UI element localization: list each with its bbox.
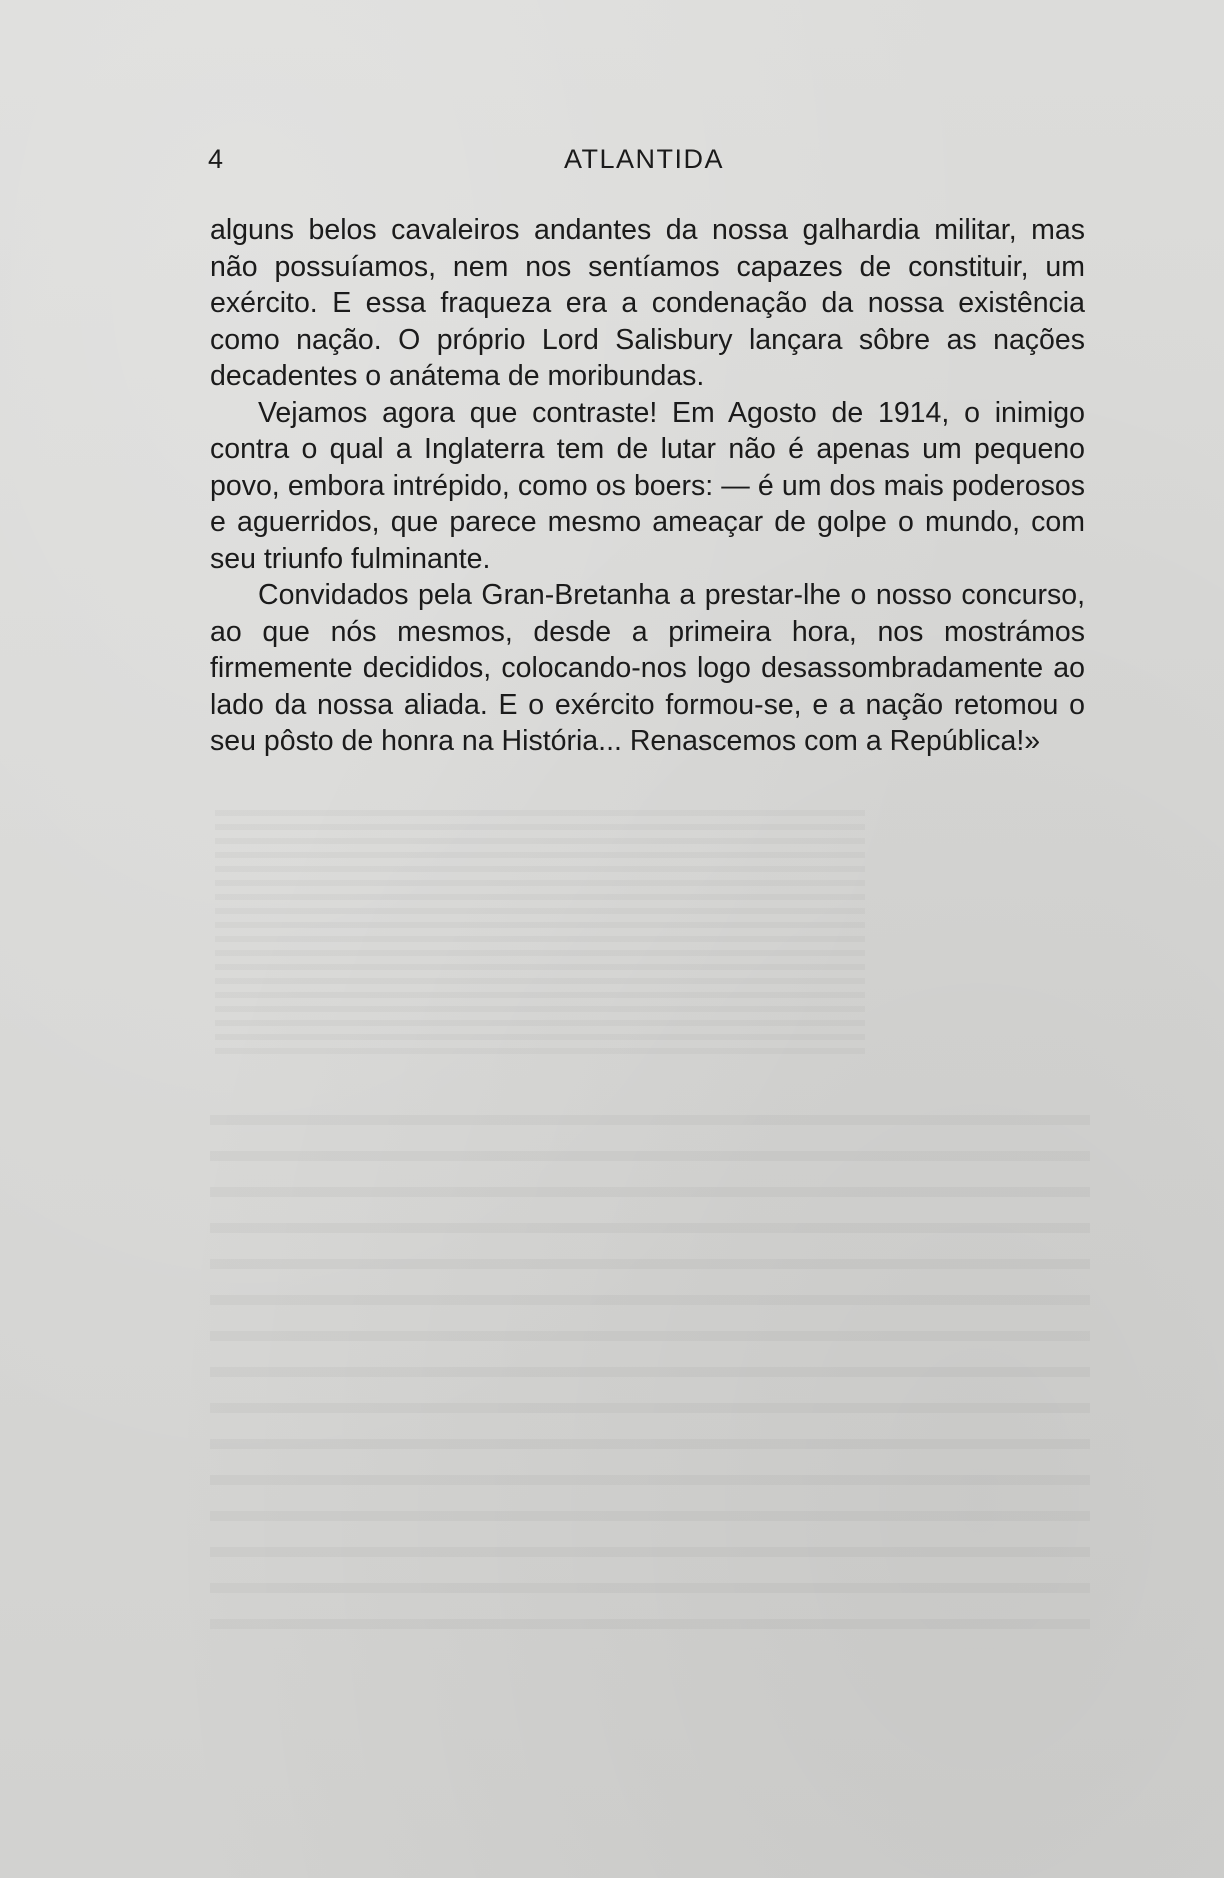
page-header (208, 144, 1088, 184)
page-number: 4 (208, 144, 225, 174)
bleed-through-text-lower (210, 1115, 1090, 1635)
paragraph-3: Convidados pela Gran-Bretanha a prestar-lhe o nosso concurso, ao que nós mesmos, desde a primeira hora, nos mostrámos firmemente decididos, colocando-nos logo desassombradamente ao lado da nossa aliada. E o exército formou-se, e a nação retomou o seu pôsto de honra na História... Renascemos com a República!» (210, 579, 1085, 757)
running-title: ATLANTIDA (564, 144, 725, 174)
paragraph-1: alguns belos cavaleiros andantes da nossa galhardia militar, mas não possuíamos, nem nos sentíamos capazes de constituir, um exército. E essa fraqueza era a condenação da nossa existência como nação. O próprio Lord Salisbury lançara sôbre as nações decadentes o anátema de moribundas. (210, 214, 1085, 392)
paragraph-2: Vejamos agora que contraste! Em Agosto de 1914, o inimigo contra o qual a Inglaterra tem de lutar não é apenas um pequeno povo, embora intrépido, como os boers: — é um dos mais poderosos e aguerridos, que parece mesmo ameaçar de golpe o mundo, com seu triunfo fulminante. (210, 396, 1085, 575)
bleed-through-text-upper (215, 810, 865, 1060)
body-text (210, 212, 1085, 760)
